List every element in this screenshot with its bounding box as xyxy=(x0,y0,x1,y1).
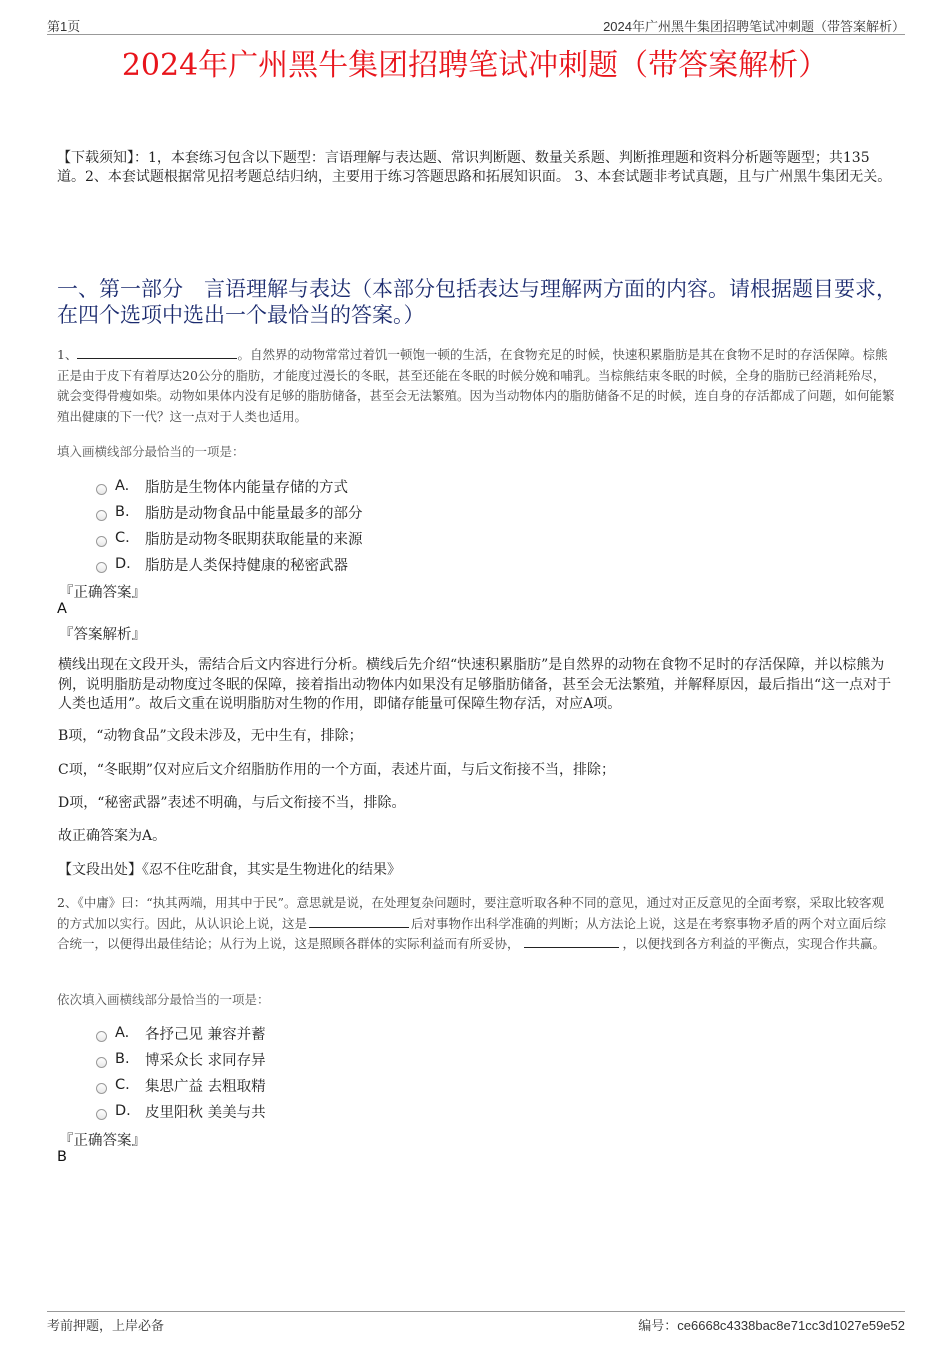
fill-blank-2 xyxy=(524,935,619,948)
question-1-prompt: 填入画横线部分最恰当的一项是： xyxy=(57,444,245,459)
passage-source: 【文段出处】《忍不住吃甜食，其实是生物进化的结果》 xyxy=(58,862,401,878)
question-2-stem: 2、《中庸》曰：“执其两端，用其中于民”。意思就是说，在处理复杂问题时，要注意听取各种不同的意见，通过对正反意见的全面考察，采取比较客观的方式加以实行。因此，从认识论上说，这是 后对事物作出科学准确的判断；从方法论上说，这是在考察事物矛盾的两个对立面后综合统一，以便得出最佳结论；从行为上说，这是照顾各群体的实际利益而有所妥协， ，以便找到各方利益的平衡点，实现合作共赢。 xyxy=(57,895,887,951)
radio-icon[interactable] xyxy=(96,1031,107,1042)
analysis-option-c: C项，“冬眠期”仅对应后文介绍脂肪作用的一个方面，表述片面，与后文衔接不当，排除； xyxy=(58,762,616,778)
correct-answer: A xyxy=(57,601,67,617)
radio-icon[interactable] xyxy=(96,1083,107,1094)
question-number: 1、 xyxy=(57,347,78,362)
radio-icon[interactable] xyxy=(96,1109,107,1120)
radio-icon[interactable] xyxy=(96,484,107,495)
radio-icon[interactable] xyxy=(96,536,107,547)
fill-blank-1 xyxy=(309,915,409,928)
footer-slogan: 考前押题，上岸必备 xyxy=(47,1318,165,1333)
analysis-label: 『答案解析』 xyxy=(59,627,146,643)
radio-icon[interactable] xyxy=(96,1057,107,1068)
correct-answer: B xyxy=(57,1149,67,1165)
question-text: 。自然界的动物常常过着饥一顿饱一顿的生活，在食物充足的时候，快速积累脂肪是其在食物不足时的存活保障。棕熊正是由于皮下有着厚达20公分的脂肪，才能度过漫长的冬眠，甚至还能在冬眠的时候分娩和哺乳。当棕熊结束冬眠的时候，全身的脂肪已经消耗殆尽，就会变得骨瘦如柴。动物如果体内没有足够的脂肪储备，甚至会无法繁殖。因为当动物体内的脂肪储备不足的时候，连自身的存活都成了问题，如何能繁殖出健康的下一代？这一点对于人类也适用。 xyxy=(57,347,895,424)
download-notice: 【下载须知】：1，本套练习包含以下题型：言语理解与表达题、常识判断题、数量关系题、判断推理题和资料分析题等题型；共135道。2、本套试题根据常见招考题总结归纳，主要用于练习答题思路和拓展知识面。 3、本套试题非考试真题，且与广州黑牛集团无关。 xyxy=(57,150,892,185)
radio-icon[interactable] xyxy=(96,562,107,573)
document-title: 2024年广州黑牛集团招聘笔试冲刺题（带答案解析） xyxy=(121,48,829,83)
option-b[interactable]: B. 脂肪是动物食品中能量最多的部分 xyxy=(96,499,363,525)
option-c[interactable]: C. 脂肪是动物冬眠期获取能量的来源 xyxy=(96,525,363,551)
page-footer xyxy=(47,1311,905,1334)
fill-blank xyxy=(77,346,237,359)
analysis-option-d: D项，“秘密武器”表述不明确，与后文衔接不当，排除。 xyxy=(58,795,406,811)
radio-icon[interactable] xyxy=(96,510,107,521)
analysis-paragraph: 横线出现在文段开头，需结合后文内容进行分析。横线后先介绍“快速积累脂肪”是自然界的动物在食物不足时的存活保障，并以棕熊为例，说明脂肪是动物度过冬眠的保障，接着指出动物体内如果没有足够脂肪储备，甚至会无法繁殖，并解释原因，最后指出“这一点对于人类也适用”。故后文重在说明脂肪对生物的作用，即储存能量可保障生物存活，对应A项。 xyxy=(58,657,892,712)
question-2-options xyxy=(96,1020,266,1124)
section-heading: 一、第一部分 言语理解与表达（本部分包括表达与理解两方面的内容。请根据题目要求，在四个选项中选出一个最恰当的答案。） xyxy=(57,277,897,327)
option-a[interactable]: A. 脂肪是生物体内能量存储的方式 xyxy=(96,473,363,499)
analysis-conclusion: 故正确答案为A。 xyxy=(58,828,167,844)
page-header xyxy=(47,14,905,35)
question-2-prompt: 依次填入画横线部分最恰当的一项是： xyxy=(57,992,270,1007)
option-d[interactable]: D. 皮里阳秋 美美与共 xyxy=(96,1098,266,1124)
header-doc-title: 2024年广州黑牛集团招聘笔试冲刺题（带答案解析） xyxy=(603,19,905,34)
option-d[interactable]: D. 脂肪是人类保持健康的秘密武器 xyxy=(96,551,363,577)
option-c[interactable]: C. 集思广益 去粗取精 xyxy=(96,1072,266,1098)
page-number: 第1页 xyxy=(47,19,81,34)
question-1-options xyxy=(96,473,363,577)
correct-answer-label: 『正确答案』 xyxy=(59,585,146,601)
question-number: 2、 xyxy=(57,895,78,910)
question-1-stem xyxy=(57,345,895,427)
correct-answer-label: 『正确答案』 xyxy=(59,1133,146,1149)
option-b[interactable]: B. 博采众长 求同存异 xyxy=(96,1046,266,1072)
option-a[interactable]: A. 各抒己见 兼容并蓄 xyxy=(96,1020,266,1046)
analysis-option-b: B项，“动物食品”文段未涉及，无中生有，排除； xyxy=(58,728,363,744)
footer-serial: 编号：ce6668c4338bac8e71cc3d1027e59e52 xyxy=(638,1318,905,1333)
